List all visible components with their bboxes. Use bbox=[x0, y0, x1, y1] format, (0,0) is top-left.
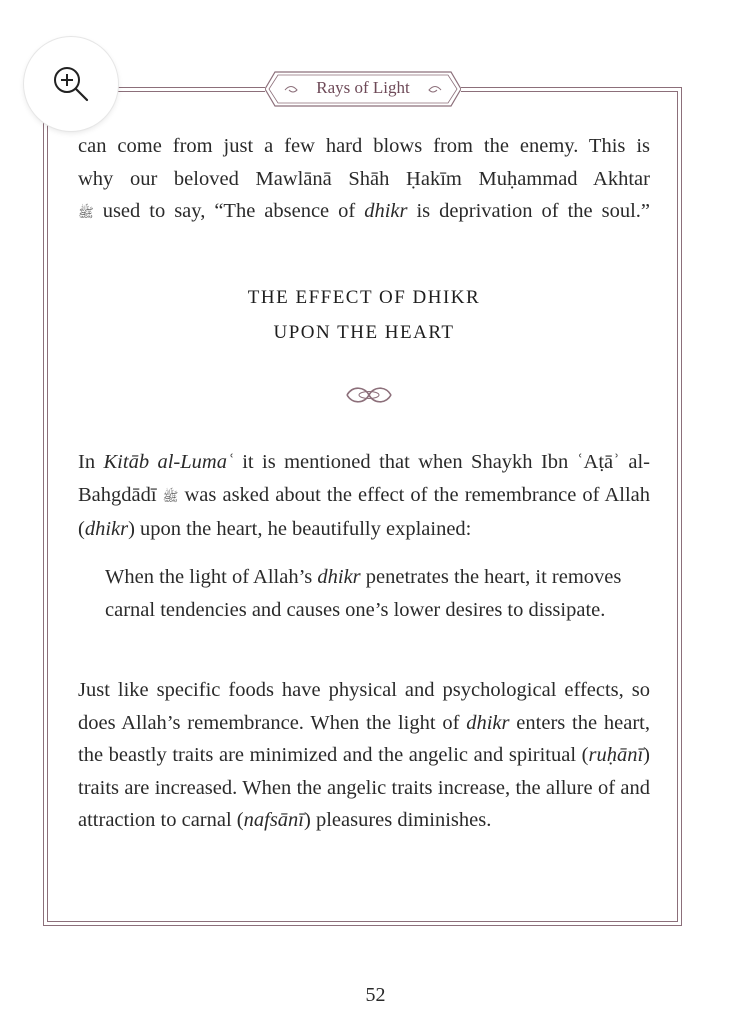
text-run: is deprivation of the soul.” bbox=[407, 200, 651, 223]
page-number: 52 bbox=[365, 984, 386, 1006]
text-run: When the light of Allah’s bbox=[105, 566, 318, 588]
italic-term: dhikr bbox=[317, 566, 361, 588]
zoom-in-button[interactable] bbox=[24, 37, 118, 131]
italic-term: nafsānī bbox=[243, 809, 304, 832]
italic-term: dhikr bbox=[84, 518, 129, 541]
running-header bbox=[265, 71, 461, 107]
italic-term: ruḥānī bbox=[588, 744, 644, 767]
block-quote bbox=[105, 561, 627, 626]
honorific-symbol: ﷺ bbox=[78, 205, 94, 221]
text-run: Just like specific foods have physical and psychological effects, so does Allah’s remembrance. When the light of bbox=[78, 679, 650, 734]
section-heading-line-2: UPON THE HEART bbox=[273, 322, 455, 343]
text-run: enters the heart, the beastly traits are minimized and the angelic and spiritual ( bbox=[78, 711, 650, 767]
section-heading-line-1: THE EFFECT OF DHIKR bbox=[247, 287, 481, 308]
zoom-in-icon bbox=[52, 65, 90, 103]
italic-term: dhikr bbox=[466, 711, 510, 734]
text-run: ) upon the heart, he beautifully explained: bbox=[128, 518, 472, 541]
honorific-symbol: ﷺ bbox=[162, 488, 179, 504]
text-run: penetrates the heart, it removes carnal tendencies and causes one’s lower desires to dissipate. bbox=[105, 566, 622, 621]
text-run: ) pleasures diminishes. bbox=[304, 809, 492, 832]
text-run: In bbox=[78, 451, 104, 473]
paragraph-1-line-2: why our beloved Mawlānā Shāh Ḥakīm Muḥammad Akhtar bbox=[78, 167, 650, 190]
text-run: it is mentioned that when Shaykh Ibn ʿAṭāʾ al-Bahgdādī bbox=[78, 451, 650, 506]
paragraph-2 bbox=[78, 446, 650, 546]
flourish-ornament-icon bbox=[343, 383, 395, 407]
paragraph-1 bbox=[78, 130, 650, 230]
running-header-title: Rays of Light bbox=[316, 78, 410, 97]
paragraph-1-line-3 bbox=[78, 195, 650, 230]
paragraph-1-line-1: can come from just a few hard blows from the enemy. This is bbox=[78, 135, 650, 157]
italic-title: Kitāb al-Lumaʿ bbox=[103, 451, 234, 473]
text-run: ) traits are increased. When the angelic traits increase, the allure of and attraction to carnal ( bbox=[78, 744, 650, 832]
text-run: was asked about the effect of the remembrance of Allah ( bbox=[78, 483, 650, 541]
text-run: used to say, “The absence of bbox=[93, 200, 365, 223]
paragraph-3 bbox=[78, 674, 650, 837]
italic-term: dhikr bbox=[364, 200, 408, 223]
